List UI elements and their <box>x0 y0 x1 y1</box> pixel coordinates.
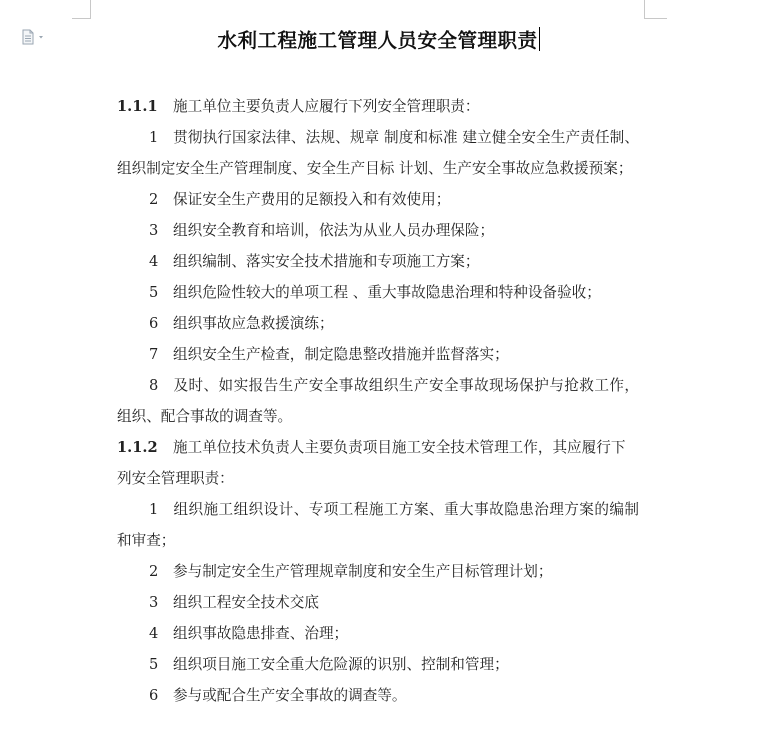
list-item <box>117 308 639 339</box>
crop-mark-top-left <box>72 0 91 19</box>
list-item-index: 4 <box>149 625 159 642</box>
list-item <box>117 649 639 680</box>
list-item <box>117 680 639 711</box>
section-number: 1.1.2 <box>117 439 158 456</box>
list-item <box>117 184 639 215</box>
list-item <box>117 556 639 587</box>
list-item-text: 组织编制、落实安全技术措施和专项施工方案； <box>173 253 480 270</box>
list-item-index: 6 <box>149 315 159 332</box>
list-item-index: 8 <box>149 377 159 394</box>
list-item <box>117 122 639 184</box>
list-item-text: 组织危险性较大的单项工程 、重大事故隐患治理和特种设备验收； <box>173 284 601 301</box>
section-heading-1-1-2 <box>117 432 639 494</box>
list-item-text: 贯彻执行国家法律、法规、规章 制度和标准 建立健全安全生产责任制、组织制定安全生产管理制度、安全生产目标 计划、生产安全事故应急救援预案； <box>117 129 639 177</box>
list-item-index: 5 <box>149 656 159 673</box>
list-item <box>117 246 639 277</box>
list-item <box>117 494 639 556</box>
list-item-index: 2 <box>149 191 159 208</box>
list-item <box>117 370 639 432</box>
list-item <box>117 587 639 618</box>
document-body[interactable] <box>117 91 639 711</box>
document-title-text[interactable]: 水利工程施工管理人员安全管理职责 <box>217 29 538 52</box>
list-item-index: 1 <box>149 129 159 146</box>
list-item-index: 4 <box>149 253 159 270</box>
list-item-text: 组织安全生产检查，制定隐患整改措施并监督落实； <box>173 346 509 363</box>
list-item-text: 保证安全生产费用的足额投入和有效使用； <box>173 191 451 208</box>
crop-mark-top-right <box>644 0 667 19</box>
list-item <box>117 215 639 246</box>
section-intro: 施工单位主要负责人应履行下列安全管理职责： <box>173 98 480 115</box>
text-cursor <box>539 27 540 51</box>
list-item-text: 参与或配合生产安全事故的调查等。 <box>173 687 407 704</box>
list-item-index: 2 <box>149 563 159 580</box>
list-item-index: 3 <box>149 222 159 239</box>
section-heading-1-1-1 <box>117 91 639 122</box>
list-item-text: 组织事故隐患排查、治理； <box>173 625 349 642</box>
list-item-text: 及时、如实报告生产安全事故组织生产安全事故现场保护与抢救工作，组织、配合事故的调查等。 <box>117 377 639 425</box>
list-item-text: 参与制定安全生产管理规章制度和安全生产目标管理计划； <box>173 563 553 580</box>
list-item-index: 5 <box>149 284 159 301</box>
list-item-index: 3 <box>149 594 159 611</box>
list-item-text: 组织施工组织设计、专项工程施工方案、重大事故隐患治理方案的编制和审查； <box>117 501 639 549</box>
document-title[interactable] <box>0 25 757 53</box>
section-intro: 施工单位技术负责人主要负责项目施工安全技术管理工作，其应履行下列安全管理职责： <box>117 439 626 487</box>
list-item-index: 6 <box>149 687 159 704</box>
list-item-index: 7 <box>149 346 159 363</box>
list-item <box>117 339 639 370</box>
list-item-text: 组织事故应急救援演练； <box>173 315 334 332</box>
list-item-text: 组织工程安全技术交底 <box>173 594 319 611</box>
list-item-text: 组织安全教育和培训，依法为从业人员办理保险； <box>173 222 495 239</box>
list-item-index: 1 <box>149 501 159 518</box>
list-item-text: 组织项目施工安全重大危险源的识别、控制和管理； <box>173 656 509 673</box>
list-item <box>117 277 639 308</box>
section-number: 1.1.1 <box>117 98 158 115</box>
list-item <box>117 618 639 649</box>
